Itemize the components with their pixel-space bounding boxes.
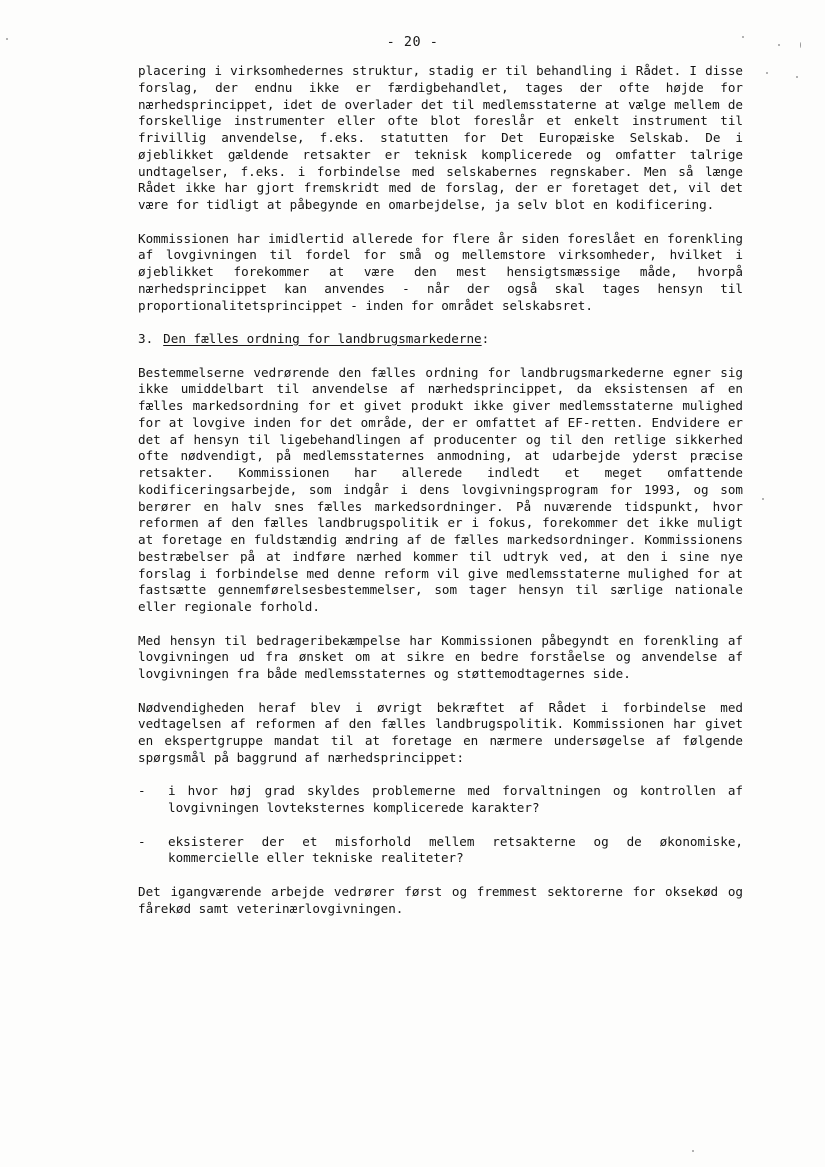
list-item-text: i hvor høj grad skyldes problemerne med forvaltningen og kontrollen af lovgivningen lovteksternes komplicerede karakter? [168, 783, 743, 815]
scan-speck [762, 498, 764, 500]
scan-speck [800, 42, 801, 48]
list-item [138, 834, 743, 868]
paragraph-ongoing-work: Det igangværende arbejde vedrører først og fremmest sektorerne for oksekød og fårekød samt veterinærlovgivningen. [138, 883, 743, 916]
section-number: 3. [138, 331, 154, 346]
list-item [138, 783, 743, 817]
list-item-text: eksisterer der et misforhold mellem retsakterne og de økonomiske, kommercielle eller tekniske realiteter? [168, 833, 743, 866]
scan-speck [778, 44, 780, 46]
scan-speck [742, 36, 744, 38]
page-number: - 20 - [386, 34, 439, 50]
paragraph-fraud-prevention: Med hensyn til bedrageribekæmpelse har Kommissionen påbegyndt en forenkling af lovgivningen ud fra ønsket om at sikre en bedre forståelse og anvendelse af lovgivningen fra både medlemsstaternes og støttemodtagernes side. [138, 632, 743, 681]
section-title: Den fælles ordning for landbrugsmarkederne [163, 331, 482, 346]
document-body [138, 63, 743, 934]
section-heading [138, 331, 743, 348]
section-colon: : [481, 331, 490, 346]
scan-speck [766, 72, 768, 74]
scan-speck [692, 1150, 694, 1152]
list-dash: - [138, 783, 146, 799]
list-dash: - [138, 833, 146, 849]
paragraph-expert-group: Nødvendigheden heraf blev i øvrigt bekræftet af Rådet i forbindelse med vedtagelsen af reformen af den fælles landbrugspolitik. Kommissionen har givet en ekspertgruppe mandat til at foretage en nærmere undersøgelse af følgende spørgsmål på baggrund af nærhedsprincippet: [138, 699, 743, 765]
paragraph-sme-simplification: Kommissionen har imidlertid allerede for flere år siden foreslået en forenkling af lovgivningen til fordel for små og mellemstore virksomheder, hvilket i øjeblikket forekommer at være den mest hensigtsmæssige måde, hvorpå nærhedsprincippet kan anvendes - når der også skal tages hensyn til proportionalitetsprincippet - inden for området selskabsret. [138, 230, 743, 313]
scan-speck [6, 38, 8, 40]
paragraph-company-law: placering i virksomhedernes struktur, stadig er til behandling i Rådet. I disse forslag, der endnu ikke er færdigbehandlet, tages der ofte højde for nærhedsprincippet, idet de overlader det til medlemsstaterne at vælge mellem de forskellige instrumenter eller ofte blot foreslår et enkelt instrument til frivillig anvendelse, f.eks. statutten for Det Europæiske Selskab. De i øjeblikket gældende retsakter er teknisk komplicerede og omfatter talrige undtagelser, f.eks. i forbindelse med selskabernes regnskaber. Men så længe Rådet ikke har gjort fremskridt med de forslag, der er foretaget det, vil det være for tidligt at påbegynde en omarbejdelse, ja selv blot en kodificering. [138, 63, 743, 212]
paragraph-agricultural-markets: Bestemmelserne vedrørende den fælles ordning for landbrugsmarkederne egner sig ikke umiddelbart til anvendelse af nærhedsprincippet, da eksistensen af en fælles markedsordning for et givet produkt ikke giver medlemsstaterne mulighed for at lovgive inden for det område, der er omfattet af EF-retten. Endvidere er det af hensyn til ligebehandlingen af producenter og til den retlige sikkerhed ofte nødvendigt, på medlemsstaternes anmodning, at udarbejde yderst præcise retsakter. Kommissionen har allerede indledt et meget omfattende kodificeringsarbejde, som indgår i dens lovgivningsprogram for 1993, og som berører en halv snes fælles markedsordninger. På nuværende tidspunkt, hvor reformen af den fælles landbrugspolitik er i fokus, forekommer det ikke muligt at foretage en fuldstændig ændring af de fælles markedsordninger. Kommissionens bestræbelser på at indføre nærhed kommer til udtryk ved, at den i sine nye forslag i forbindelse med denne reform vil give medlemsstaterne mulighed for at fastsætte gennemførelsesbestemmelser, som tager hensyn til særlige nationale eller regionale forhold. [138, 364, 743, 614]
scan-speck [796, 76, 798, 78]
